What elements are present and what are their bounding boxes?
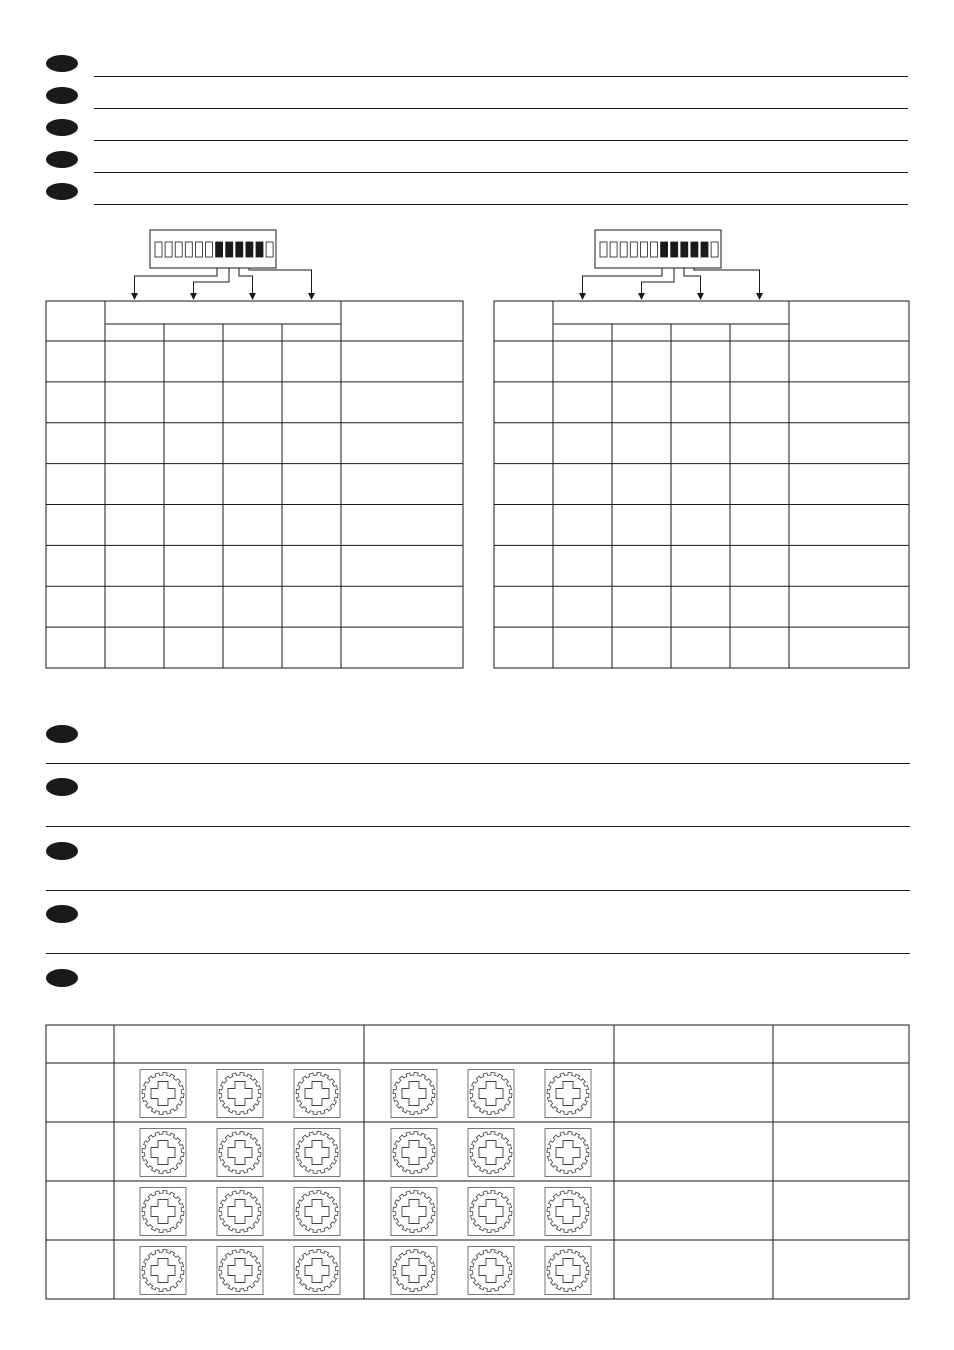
- knob-cross: [479, 1200, 503, 1224]
- knob-gear: [470, 1250, 512, 1292]
- knob-frame: [217, 1070, 263, 1118]
- knob-frame: [294, 1247, 340, 1295]
- table-border: [46, 1025, 909, 1299]
- knob-gear: [296, 1250, 338, 1292]
- rotary-switch-icon: [391, 1129, 437, 1177]
- knob-gear: [470, 1073, 512, 1115]
- knob-gear: [296, 1073, 338, 1115]
- dip-switch-lever: [175, 242, 182, 257]
- knob-gear: [547, 1073, 589, 1115]
- rotary-switch-icon: [468, 1247, 514, 1295]
- knob-cross: [402, 1082, 426, 1106]
- knob-frame: [391, 1070, 437, 1118]
- knob-frame: [468, 1070, 514, 1118]
- arrow-icon: [579, 293, 586, 300]
- bullet-marker-icon: [46, 842, 78, 860]
- bullet-item: [46, 764, 910, 827]
- knob-gear: [142, 1191, 184, 1233]
- rotary-switch-icon: [217, 1247, 263, 1295]
- knob-frame: [140, 1129, 186, 1177]
- bullet-marker-icon: [46, 969, 78, 987]
- knob-frame: [140, 1188, 186, 1236]
- rotary-switch-icon: [545, 1070, 591, 1118]
- table-border: [494, 301, 909, 668]
- table-border: [46, 301, 463, 668]
- dip-switch-lever: [600, 242, 607, 257]
- dip-switch-lever: [155, 242, 162, 257]
- knob-frame: [545, 1070, 591, 1118]
- knob-gear: [219, 1191, 261, 1233]
- knob-frame: [294, 1070, 340, 1118]
- knob-cross: [479, 1259, 503, 1283]
- knob-gear: [142, 1250, 184, 1292]
- knob-cross: [151, 1200, 175, 1224]
- knob-frame: [294, 1129, 340, 1177]
- knob-cross: [402, 1141, 426, 1165]
- knob-frame: [217, 1188, 263, 1236]
- knob-gear: [393, 1073, 435, 1115]
- knob-frame: [217, 1247, 263, 1295]
- knob-gear: [219, 1132, 261, 1174]
- dip-switch-lever: [266, 242, 273, 257]
- knob-frame: [391, 1247, 437, 1295]
- leader-line: [642, 268, 675, 298]
- knob-cross: [228, 1141, 252, 1165]
- rotary-switch-icon: [140, 1070, 186, 1118]
- dip-switch-lever: [195, 242, 202, 257]
- dip-switch-lever: [610, 242, 617, 257]
- rotary-switch-icon: [294, 1188, 340, 1236]
- knob-frame: [140, 1070, 186, 1118]
- knob-cross: [228, 1082, 252, 1106]
- leader-line: [249, 268, 312, 298]
- knob-cross: [479, 1082, 503, 1106]
- knob-cross: [556, 1082, 580, 1106]
- rotary-switch-icon: [217, 1070, 263, 1118]
- leader-line: [583, 268, 663, 298]
- leader-line: [135, 268, 218, 298]
- knob-frame: [217, 1129, 263, 1177]
- rotary-switch-icon: [140, 1188, 186, 1236]
- knob-cross: [305, 1200, 329, 1224]
- dip-switch-lever: [185, 242, 192, 257]
- rotary-switch-icon: [294, 1247, 340, 1295]
- dip-switch-lever: [236, 242, 243, 257]
- knob-cross: [228, 1200, 252, 1224]
- knob-frame: [294, 1188, 340, 1236]
- knob-frame: [468, 1129, 514, 1177]
- rotary-switch-icon: [468, 1129, 514, 1177]
- knob-gear: [470, 1191, 512, 1233]
- knob-gear: [219, 1073, 261, 1115]
- dip-switch-lever: [226, 242, 233, 257]
- knob-cross: [305, 1082, 329, 1106]
- rotary-switch-icon: [140, 1247, 186, 1295]
- rotary-switch-icon: [545, 1188, 591, 1236]
- bullet-item: [46, 701, 910, 764]
- dip-switch-lever: [256, 242, 263, 257]
- rotary-switch-icon: [294, 1070, 340, 1118]
- knob-frame: [391, 1188, 437, 1236]
- rotary-switch-icon: [468, 1070, 514, 1118]
- knob-cross: [479, 1141, 503, 1165]
- knob-frame: [468, 1188, 514, 1236]
- rotary-switch-icon: [391, 1070, 437, 1118]
- knob-frame: [545, 1129, 591, 1177]
- bullet-item: [46, 955, 910, 1000]
- rotary-switch-icon: [217, 1188, 263, 1236]
- arrow-icon: [249, 293, 256, 300]
- dip-switch-lever: [651, 242, 658, 257]
- rotary-switch-icon: [294, 1129, 340, 1177]
- dip-table-group: [46, 230, 463, 668]
- rotary-switch-icon: [217, 1129, 263, 1177]
- knob-cross: [305, 1141, 329, 1165]
- leader-line: [194, 268, 230, 298]
- arrow-icon: [756, 293, 763, 300]
- knob-frame: [391, 1129, 437, 1177]
- rotary-switch-icon: [545, 1129, 591, 1177]
- knob-gear: [393, 1250, 435, 1292]
- knob-gear: [296, 1191, 338, 1233]
- knob-gear: [547, 1250, 589, 1292]
- knob-gear: [393, 1191, 435, 1233]
- dip-switch-lever: [630, 242, 637, 257]
- dip-switch-lever: [661, 242, 668, 257]
- knob-frame: [545, 1247, 591, 1295]
- bullet-marker-icon: [46, 905, 78, 923]
- dip-switch-lever: [681, 242, 688, 257]
- dip-table-group: [494, 230, 909, 668]
- knob-frame: [545, 1188, 591, 1236]
- dip-switch-lever: [711, 242, 718, 257]
- knob-cross: [402, 1200, 426, 1224]
- dip-switch-lever: [691, 242, 698, 257]
- knob-gear: [142, 1132, 184, 1174]
- arrow-icon: [308, 293, 315, 300]
- knob-gear: [296, 1132, 338, 1174]
- knob-cross: [305, 1259, 329, 1283]
- knob-gear: [547, 1191, 589, 1233]
- dip-switch-lever: [206, 242, 213, 257]
- knob-cross: [228, 1259, 252, 1283]
- bullet-marker-icon: [46, 778, 78, 796]
- knob-cross: [151, 1259, 175, 1283]
- dip-switch-lever: [640, 242, 647, 257]
- bullet-marker-icon: [46, 725, 78, 743]
- rotary-switch-icon: [545, 1247, 591, 1295]
- rotary-switch-icon: [140, 1129, 186, 1177]
- knob-gear: [547, 1132, 589, 1174]
- knob-gear: [142, 1073, 184, 1115]
- rotary-switch-icon: [391, 1247, 437, 1295]
- dip-switch-lever: [701, 242, 708, 257]
- arrow-icon: [131, 293, 138, 300]
- rotary-switch-icon: [391, 1188, 437, 1236]
- knob-gear: [470, 1132, 512, 1174]
- dip-switch-lever: [620, 242, 627, 257]
- bullet-item: [46, 891, 910, 954]
- dip-switch-lever: [165, 242, 172, 257]
- knob-gear: [393, 1132, 435, 1174]
- arrow-icon: [190, 293, 197, 300]
- bullet-item: [46, 828, 910, 891]
- arrow-icon: [638, 293, 645, 300]
- knob-cross: [402, 1259, 426, 1283]
- knob-cross: [556, 1259, 580, 1283]
- knob-cross: [151, 1141, 175, 1165]
- knob-cross: [556, 1200, 580, 1224]
- dip-switch-lever: [671, 242, 678, 257]
- dip-switch-lever: [216, 242, 223, 257]
- rotary-switch-icon: [468, 1188, 514, 1236]
- knob-gear: [219, 1250, 261, 1292]
- knob-frame: [140, 1247, 186, 1295]
- knob-frame: [468, 1247, 514, 1295]
- arrow-icon: [697, 293, 704, 300]
- leader-line: [694, 268, 760, 298]
- dip-switch-lever: [246, 242, 253, 257]
- knob-cross: [556, 1141, 580, 1165]
- knob-cross: [151, 1082, 175, 1106]
